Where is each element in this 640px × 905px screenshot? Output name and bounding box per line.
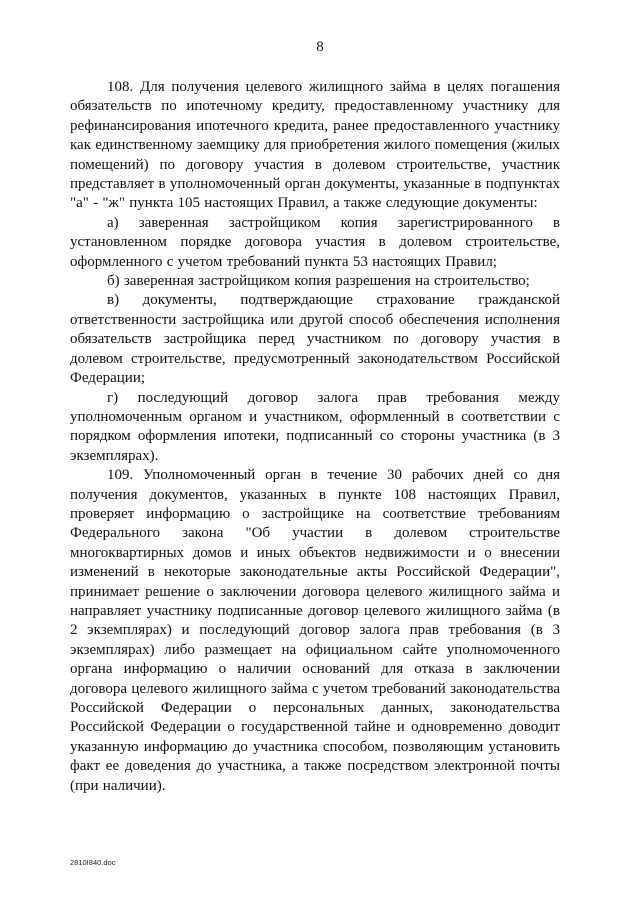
paragraph-108: 108. Для получения целевого жилищного займа в целях погашения обязательств по ипотечному кредиту, предоставленному участнику для рефинансирования ипотечного кредита, ранее предоставленного участнику как единственному заемщику для приобретения жилого помещения (жилых помещений) по договору участия в долевом строительстве, участник представляет в уполномоченный орган документы, указанные в подпунктах "а" - "ж" пункта 105 настоящих Правил, а также следующие документы: <box>70 79 560 212</box>
subitem-b: б) заверенная застройщиком копия разрешения на строительство; <box>107 273 530 290</box>
subitem-g: г) последующий договор залога прав требования между уполномоченным органом и участником, оформленный в соответствии с порядком оформления ипотеки, подписанный со стороны участника (в 3 экземплярах). <box>70 389 560 464</box>
paragraph-109: 109. Уполномоченный орган в течение 30 рабочих дней со дня получения документов, указанных в пункте 108 настоящих Правил, проверяет информацию о застройщике на соответствие требованиям Федерального закона "Об участии в долевом строительстве многоквартирных домов и иных объектов недвижимости и о внесении изменений в некоторые законодательные акты Российской Федерации", принимает решение о заключении договора целевого жилищного займа и направляет участнику подписанные договор целевого жилищного займа (в 2 экземплярах) и последующий договор залога прав требования (в 3 экземплярах) либо размещает на официальном сайте уполномоченного органа информацию о наличии оснований для отказа в заключении договора целевого жилищного займа с учетом требований законодательства Российской Федерации о персональных данных, законодательства Российской Федерации о государственной тайне и одновременно доводит указанную информацию до участника способом, позволяющим установить факт ее доведения до участника, а также посредством электронной почты (при наличии). <box>70 467 560 794</box>
subitem-a: а) заверенная застройщиком копия зарегистрированного в установленном порядке договора участия в долевом строительстве, оформленного с учетом требований пункта 53 настоящих Правил; <box>70 214 560 270</box>
subitem-v: в) документы, подтверждающие страхование гражданской ответственности застройщика или другой способ обеспечения исполнения обязательств застройщика перед участником по договору участия в долевом строительстве, предусмотренный законодательством Российской Федерации; <box>70 292 560 387</box>
document-body <box>70 78 560 796</box>
page-number: 8 <box>316 39 324 55</box>
footer-document-code: 2810I840.doc <box>70 858 116 867</box>
